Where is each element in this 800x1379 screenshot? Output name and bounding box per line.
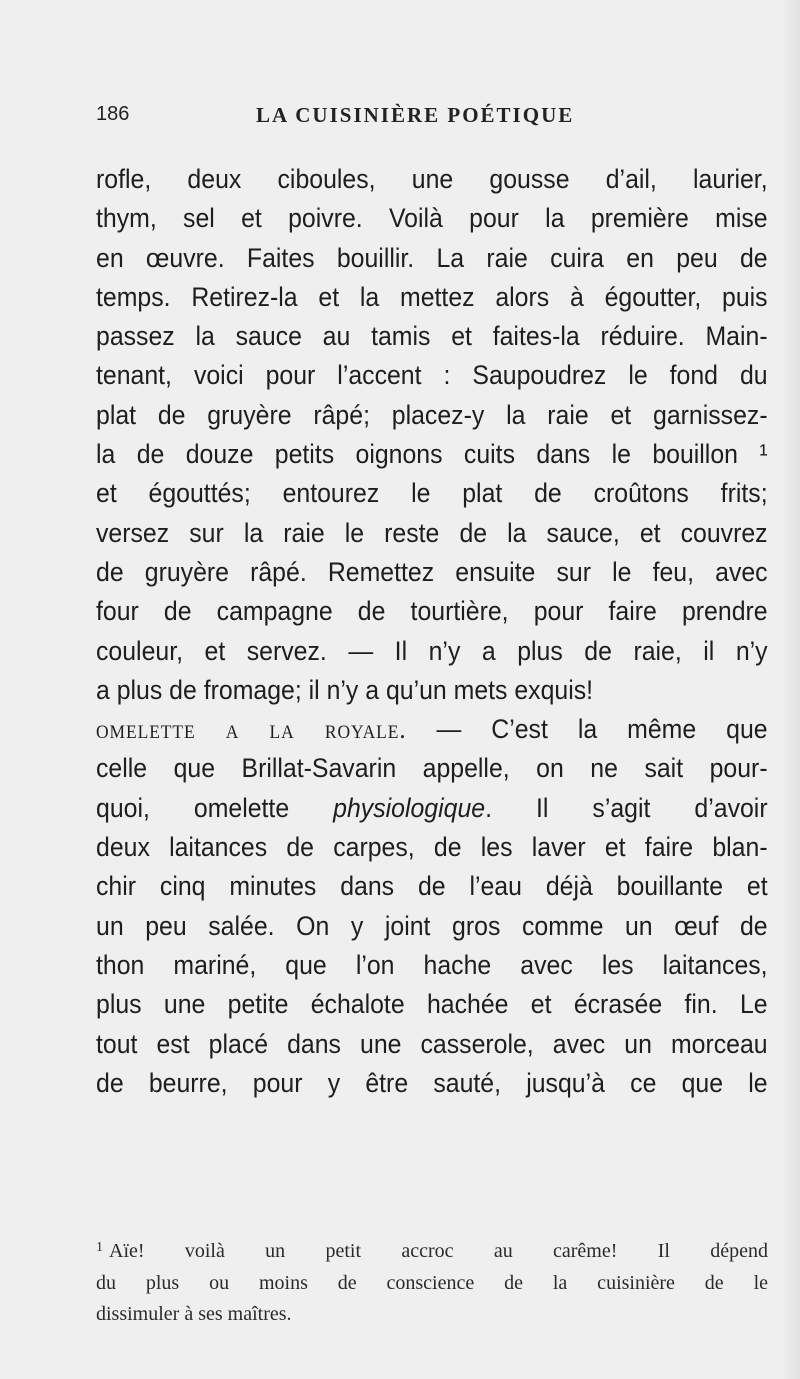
text-line: plat de gruyère râpé; placez-y la raie et garnissez- [96, 399, 768, 430]
text-line: couleur, et servez. — Il n’y a plus de raie, il n’y [96, 635, 768, 666]
footnote [96, 1232, 768, 1331]
text-line: chir cinq minutes dans de l’eau déjà bouillante et [96, 871, 768, 902]
footnote-line [96, 1232, 768, 1268]
text-line: la de douze petits oignons cuits dans le bouillon ¹ [96, 439, 768, 470]
footnote-mark: 1 [96, 1240, 103, 1255]
text-line: plus une petite échalote hachée et écrasée fin. Le [96, 989, 768, 1020]
text-line-with-italic [96, 789, 768, 828]
running-title: LA CUISINIÈRE POÉTIQUE [256, 103, 575, 127]
footnote-text: Aïe! voilà un petit accroc au carême! Il dépend [109, 1240, 768, 1262]
text-line: tout est placé dans une casserole, avec un morceau [96, 1028, 768, 1059]
page-number: 186 [96, 103, 130, 125]
section-heading: omelette a la royale. [96, 714, 407, 745]
italic-word: physiologique [333, 792, 486, 823]
footnote-line: du plus ou moins de conscience de la cuisinière de le [96, 1271, 768, 1294]
text-line: thon mariné, que l’on hache avec les laitances, [96, 949, 768, 980]
text-line: tenant, voici pour l’accent : Saupoudrez le fond du [96, 360, 768, 391]
text-line: thym, sel et poivre. Voilà pour la première mise [96, 203, 768, 234]
text-line: celle que Brillat-Savarin appelle, on ne sait pour- [96, 753, 768, 784]
text-line: deux laitances de carpes, de les laver et faire blan- [96, 832, 768, 863]
text-line: temps. Retirez-la et la mettez alors à égoutter, puis [96, 281, 768, 312]
text-line: four de campagne de tourtière, pour faire prendre [96, 596, 768, 627]
text-fragment: . Il s’agit d’avoir [485, 792, 768, 823]
text-line: rofle, deux ciboules, une gousse d’ail, laurier, [96, 164, 768, 194]
text-line: en œuvre. Faites bouillir. La raie cuira en peu de [96, 242, 768, 273]
section-first-line [96, 710, 768, 749]
page-edge-shadow [782, 0, 800, 1379]
text-line: et égouttés; entourez le plat de croûtons frits; [96, 478, 768, 509]
footnote-line: dissimuler à ses maîtres. [96, 1303, 292, 1325]
running-head [96, 103, 768, 137]
section-heading-rest: — C’est la même que [406, 714, 768, 745]
body-text [96, 160, 768, 1103]
text-fragment: quoi, omelette [96, 792, 290, 823]
text-line: a plus de fromage; il n’y a qu’un mets exquis! [96, 674, 594, 705]
text-line: de gruyère râpé. Remettez ensuite sur le feu, avec [96, 556, 768, 587]
text-line: de beurre, pour y être sauté, jusqu’à ce que le [96, 1067, 768, 1098]
text-line: passez la sauce au tamis et faites-la réduire. Main- [96, 321, 768, 352]
text-line: un peu salée. On y joint gros comme un œuf de [96, 910, 768, 941]
text-line: versez sur la raie le reste de la sauce, et couvrez [96, 517, 768, 548]
